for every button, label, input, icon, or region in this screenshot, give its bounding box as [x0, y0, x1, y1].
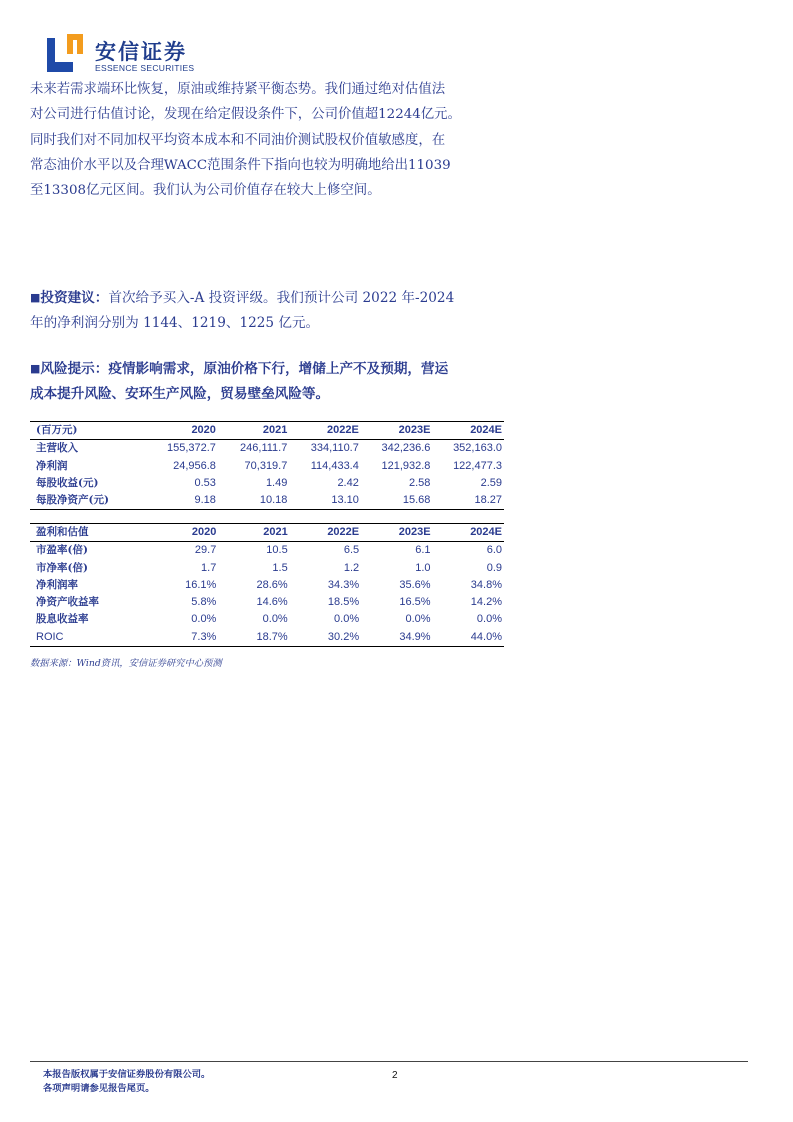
row-label: 市净率(倍) — [36, 561, 88, 574]
risk-notice — [30, 356, 525, 408]
investment-text: 首次给予买入-A 投资评级。我们预计公司 2022 年-2024 — [108, 290, 455, 306]
row-label: 净利润率 — [36, 578, 78, 591]
footer-line: 各项声明请参见报告尾页。 — [43, 1083, 155, 1094]
table-cell: 0.53 — [194, 476, 216, 489]
table-cell: 2.58 — [408, 476, 431, 489]
table-row — [30, 475, 504, 492]
table-cell: 0.0% — [334, 613, 360, 626]
company-logo — [47, 34, 217, 78]
table-cell: 34.8% — [470, 578, 502, 591]
investment-label: 投资建议： — [40, 290, 109, 306]
row-label: 股息收益率 — [36, 613, 89, 626]
investment-suggestion — [30, 285, 525, 337]
bullet-square-icon: ■ — [30, 291, 41, 304]
investment-text: 年的净利润分别为 1144、1219、1225 亿元。 — [30, 315, 320, 332]
table-cell: 13.10 — [331, 494, 359, 507]
table-cell: 16.5% — [399, 596, 431, 609]
table-header-cell: 2020 — [146, 422, 218, 440]
table-cell: 34.3% — [327, 578, 360, 591]
company-name-cn: 安信证券 — [95, 40, 187, 64]
table-cell: 7.3% — [191, 630, 217, 643]
intro-line: 至13308亿元区间。我们认为公司价值存在较大上修空间。 — [30, 183, 381, 199]
table-cell: 28.6% — [256, 578, 288, 591]
table-row — [30, 542, 504, 560]
valuation-table — [30, 523, 504, 647]
page-number: 2 — [392, 1070, 398, 1081]
table-row — [30, 594, 504, 611]
table-cell: 0.9 — [486, 561, 502, 574]
table-cell: 24,956.8 — [173, 459, 216, 472]
row-label: 每股净资产(元) — [36, 494, 109, 507]
table-cell: 18.27 — [474, 494, 502, 507]
row-label: ROIC — [36, 630, 64, 643]
table-header-cell: 2022E — [289, 422, 361, 440]
table-cell: 342,236.6 — [381, 442, 431, 455]
table-header-cell: 盈利和估值 — [30, 524, 147, 542]
table-cell: 35.6% — [399, 578, 431, 591]
table-cell: 14.6% — [256, 596, 288, 609]
table-cell: 1.7 — [201, 561, 217, 574]
table-cell: 6.5 — [343, 544, 360, 557]
row-label: 每股收益(元) — [36, 476, 99, 489]
financial-summary-table — [30, 421, 504, 510]
table-cell: 16.1% — [185, 578, 217, 591]
table-row — [30, 577, 504, 594]
table-cell: 0.0% — [405, 613, 431, 626]
row-label: 市盈率(倍) — [36, 544, 88, 557]
table-cell: 44.0% — [470, 630, 502, 643]
data-source-note: 数据来源：Wind资讯，安信证券研究中心预测 — [30, 658, 222, 669]
table-cell: 15.68 — [402, 494, 431, 507]
table-cell: 70,319.7 — [244, 459, 288, 472]
risk-text: 风险提示：疫情影响需求，原油价格下行，增储上产不及预期，营运 — [40, 361, 449, 377]
row-label: 净利润 — [36, 459, 68, 472]
table-cell: 352,163.0 — [453, 442, 502, 455]
table-cell: 2.59 — [480, 476, 502, 489]
table-cell: 122,477.3 — [453, 459, 502, 472]
table-row — [30, 440, 504, 458]
table-header-cell: 2023E — [361, 524, 432, 542]
row-label: 主营收入 — [36, 442, 78, 455]
table-header-cell: 2020 — [147, 524, 218, 542]
company-name-en: ESSENCE SECURITIES — [95, 63, 195, 73]
table-cell: 155,372.7 — [166, 442, 216, 455]
risk-text: 成本提升风险、安环生产风险，贸易壁垒风险等。 — [30, 386, 330, 403]
table-cell: 1.5 — [272, 561, 288, 574]
table-cell: 29.7 — [194, 544, 217, 557]
table-row — [30, 560, 504, 577]
table-header-cell: 2023E — [361, 422, 433, 440]
table-header-cell: (百万元) — [30, 422, 146, 440]
intro-line: 未来若需求端环比恢复，原油或维持紧平衡态势。我们通过绝对估值法 — [30, 82, 446, 97]
intro-line: 同时我们对不同加权平均资本成本和不同油价测试股权价值敏感度，在 — [30, 132, 446, 148]
row-label: 净资产收益率 — [36, 596, 99, 609]
table-cell: 18.5% — [327, 596, 360, 609]
logo-mark-icon — [47, 34, 83, 74]
bullet-square-icon: ■ — [30, 362, 41, 375]
table-cell: 6.1 — [415, 544, 431, 557]
table-cell: 334,110.7 — [310, 442, 359, 455]
table-header-cell: 2024E — [433, 524, 504, 542]
footer-disclaimer — [43, 1068, 210, 1096]
table-cell: 1.0 — [415, 561, 431, 574]
table-cell: 10.18 — [259, 494, 288, 507]
table-cell: 2.42 — [337, 476, 359, 489]
table-cell: 30.2% — [327, 630, 360, 643]
table-cell: 1.2 — [343, 561, 360, 574]
table-cell: 10.5 — [266, 544, 288, 557]
table-row — [30, 458, 504, 475]
table-cell: 114,433.4 — [310, 459, 359, 472]
table-header-cell: 2022E — [290, 524, 361, 542]
table-cell: 18.7% — [256, 630, 288, 643]
table-cell: 9.18 — [194, 494, 216, 507]
table-cell: 14.2% — [470, 596, 502, 609]
intro-line: 常态油价水平以及合理WACC范围条件下指向也较为明确地给出11039 — [30, 157, 451, 173]
table-cell: 121,932.8 — [381, 459, 431, 472]
table-cell: 5.8% — [191, 596, 217, 609]
table-header-cell: 2021 — [218, 524, 289, 542]
table-header-row — [30, 422, 504, 440]
footer-line: 本报告版权属于安信证券股份有限公司。 — [43, 1069, 211, 1080]
table-row — [30, 611, 504, 628]
table-cell: 246,111.7 — [240, 442, 288, 455]
table-cell: 6.0 — [486, 544, 502, 557]
table-cell: 0.0% — [262, 613, 288, 626]
table-header-cell: 2024E — [432, 422, 504, 440]
intro-paragraph — [30, 77, 522, 203]
table-cell: 0.0% — [191, 613, 217, 626]
table-header-cell: 2021 — [218, 422, 289, 440]
table-cell: 1.49 — [265, 476, 288, 489]
intro-line: 对公司进行估值讨论，发现在给定假设条件下，公司价值超12244亿元。 — [30, 107, 461, 123]
table-header-row — [30, 524, 504, 542]
footer-divider — [30, 1061, 748, 1062]
table-cell: 34.9% — [399, 630, 431, 643]
table-row — [30, 492, 504, 510]
table-row — [30, 629, 504, 647]
table-cell: 0.0% — [476, 613, 502, 626]
